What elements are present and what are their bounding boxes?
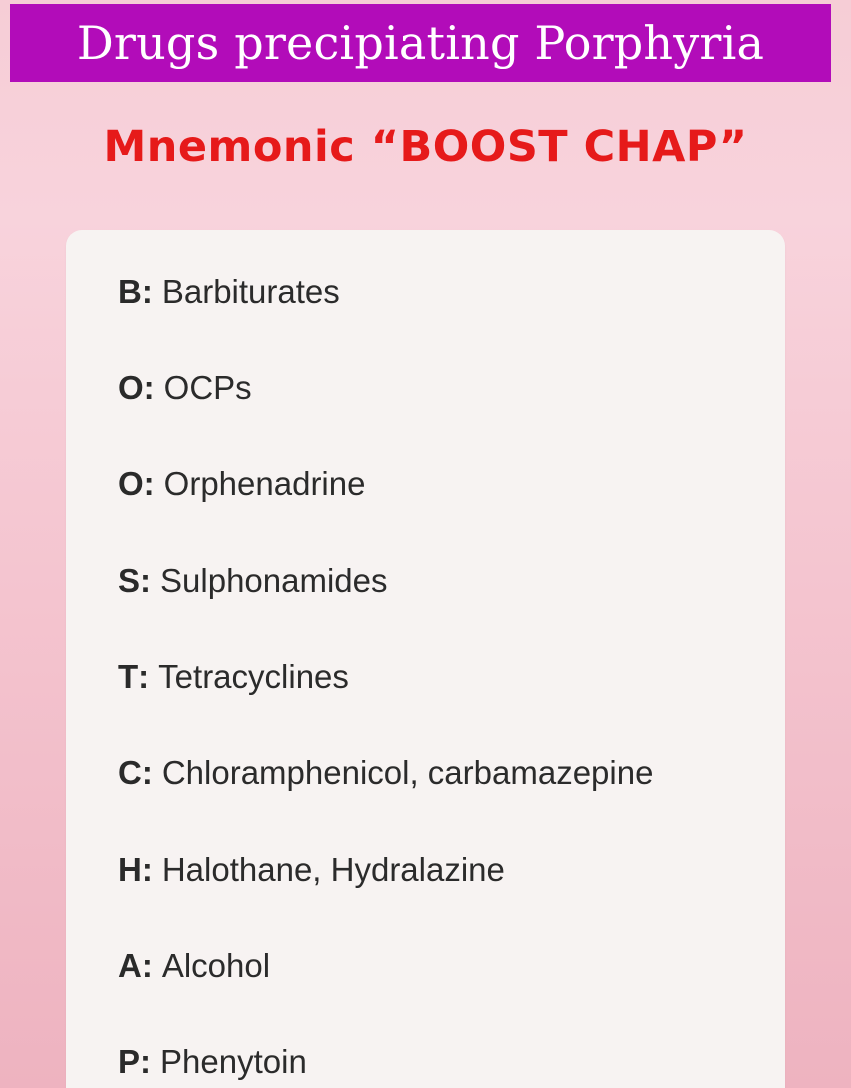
mnemonic-item (118, 657, 349, 697)
drug-name: Halothane, Hydralazine (161, 851, 505, 888)
mnemonic-item (118, 561, 388, 601)
mnemonic-item (118, 464, 365, 504)
title-banner (10, 4, 831, 82)
mnemonic-card (66, 230, 785, 1088)
mnemonic-subtitle: Mnemonic “BOOST CHAP” (103, 122, 748, 172)
colon-separator: : (141, 947, 153, 984)
mnemonic-letter: S (118, 562, 141, 599)
drug-name: Chloramphenicol, carbamazepine (161, 754, 654, 791)
mnemonic-letter: B (118, 273, 142, 310)
colon-separator: : (143, 465, 155, 502)
colon-separator: : (141, 754, 153, 791)
mnemonic-letter: O (118, 369, 144, 406)
mnemonic-item (118, 753, 653, 793)
drug-name: OCPs (163, 369, 252, 406)
drug-name: Phenytoin (160, 1043, 307, 1080)
mnemonic-letter: P (118, 1043, 141, 1080)
mnemonic-letter: A (118, 947, 142, 984)
colon-separator: : (143, 369, 155, 406)
colon-separator: : (138, 658, 150, 695)
mnemonic-letter: C (118, 754, 142, 791)
mnemonic-letter: O (118, 465, 144, 502)
mnemonic-letter: T (118, 658, 139, 695)
mnemonic-item (118, 850, 505, 890)
colon-separator: : (141, 273, 153, 310)
drug-name: Tetracyclines (158, 658, 349, 695)
colon-separator: : (140, 562, 152, 599)
drug-name: Alcohol (161, 947, 271, 984)
drug-name: Sulphonamides (160, 562, 388, 599)
mnemonic-item (118, 1042, 307, 1082)
mnemonic-item (118, 946, 270, 986)
drug-name: Orphenadrine (163, 465, 366, 502)
drug-name: Barbiturates (161, 273, 340, 310)
mnemonic-item (118, 272, 340, 312)
mnemonic-item (118, 368, 252, 408)
mnemonic-letter: H (118, 851, 142, 888)
colon-separator: : (141, 851, 153, 888)
page-title: Drugs precipiating Porphyria (76, 16, 765, 70)
colon-separator: : (140, 1043, 152, 1080)
